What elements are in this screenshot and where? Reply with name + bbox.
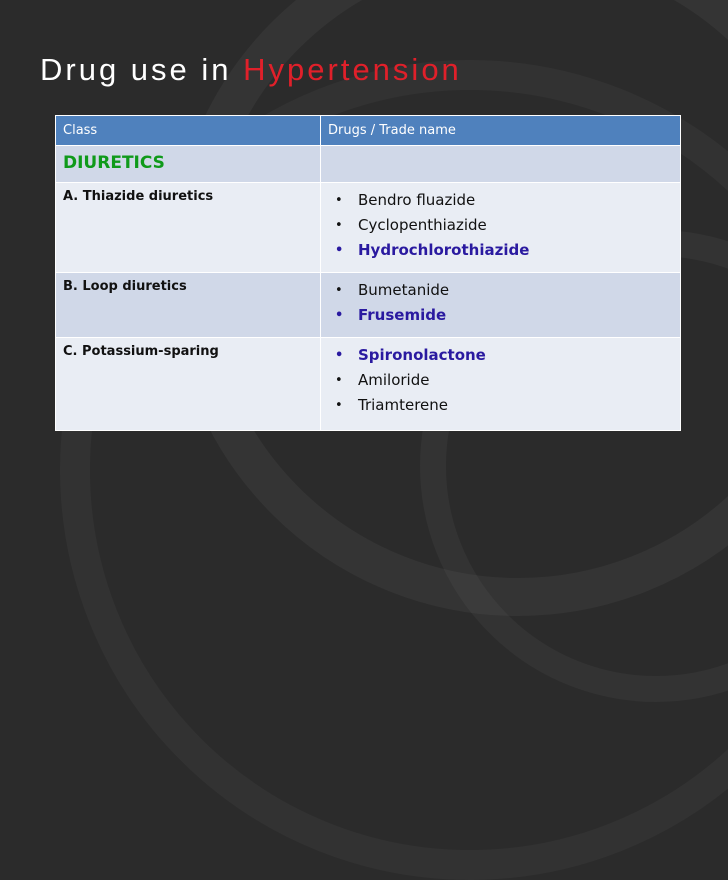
title-prefix: Drug use in	[40, 52, 244, 87]
drug-name: Cyclopenthiazide	[358, 216, 487, 234]
drug-item-highlighted	[333, 303, 673, 328]
drug-name: Bendro fluazide	[358, 191, 476, 209]
table-header-row	[56, 116, 681, 146]
drug-item	[333, 213, 673, 238]
section-row	[56, 146, 681, 183]
bullet: •	[335, 308, 344, 323]
section-cell	[56, 146, 321, 183]
bullet: •	[335, 218, 343, 233]
drug-list	[328, 183, 673, 272]
bullet: •	[335, 193, 343, 208]
drug-name: Frusemide	[358, 306, 447, 324]
class-cell	[56, 273, 321, 338]
class-name: A. Thiazide diuretics	[63, 189, 214, 204]
header-class: Class	[56, 116, 321, 146]
drug-list	[328, 273, 673, 337]
drugs-cell	[321, 338, 681, 431]
class-name: C. Potassium-sparing	[63, 344, 219, 359]
drug-item	[333, 278, 673, 303]
drug-item	[333, 368, 673, 393]
drug-item-highlighted	[333, 343, 673, 368]
drug-item	[333, 393, 673, 418]
bullet: •	[335, 243, 344, 258]
table-row	[56, 338, 681, 431]
section-name: DIURETICS	[63, 153, 165, 173]
drugs-cell	[321, 183, 681, 273]
drug-name: Spironolactone	[358, 346, 486, 364]
drug-name: Bumetanide	[358, 281, 450, 299]
drug-name: Amiloride	[358, 371, 430, 389]
title-accent: Hypertension	[243, 52, 462, 87]
slide-title	[40, 52, 462, 88]
drug-item	[333, 188, 673, 213]
bullet: •	[335, 373, 343, 388]
bullet: •	[335, 283, 343, 298]
drugs-cell	[321, 273, 681, 338]
table-row	[56, 273, 681, 338]
table-row	[56, 183, 681, 273]
class-cell	[56, 338, 321, 431]
drug-name: Triamterene	[358, 396, 449, 414]
header-drugs: Drugs / Trade name	[321, 116, 681, 146]
drug-table	[55, 115, 681, 431]
section-empty-cell	[321, 146, 681, 183]
drug-list	[328, 338, 673, 427]
bullet: •	[335, 398, 343, 413]
drug-name: Hydrochlorothiazide	[358, 241, 530, 259]
class-cell	[56, 183, 321, 273]
bullet: •	[335, 348, 344, 363]
class-name: B. Loop diuretics	[63, 279, 187, 294]
drug-item-highlighted	[333, 238, 673, 263]
